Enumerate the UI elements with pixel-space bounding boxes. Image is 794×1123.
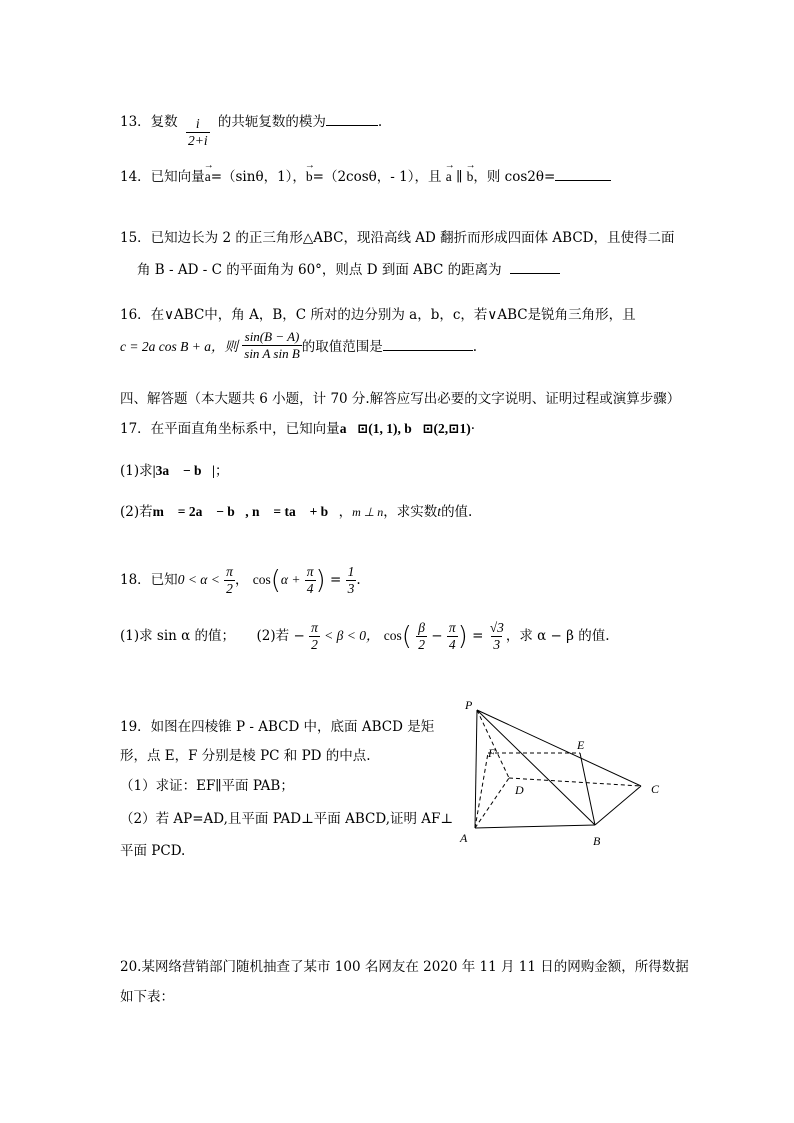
label-P: P [465, 698, 473, 712]
label-D: D [515, 783, 524, 797]
q20-line1: 20.某网络营销部门随机抽查了某市 100 名网友在 2020 年 11 月 11 日的网购金额，所得数据 [120, 959, 689, 975]
label-E: E [577, 738, 585, 752]
label-C: C [651, 782, 660, 796]
answer-blank [326, 111, 378, 126]
q16-line1: 16．在∨ABC中，角 A，B，C 所对的边分别为 a，b，c，若∨ABC是锐角三角形，且 [120, 307, 636, 323]
q13: 13．复数 $\frac{i}{2+i}$ 的共轭复数的模为 . [120, 106, 382, 139]
label-A: A [460, 831, 468, 845]
q19-line5: 平面 PCD. [120, 843, 186, 859]
q17-line1: 17．在平面直角坐标系中，已知向量a⃗⊡(1, 1), b⃗⊡(2,⊡1)· [120, 421, 476, 437]
q13-fraction: $\frac{i}{2+i}$ [187, 116, 208, 148]
vector-b: → b [306, 167, 313, 187]
q18-line1: 18．已知0 < α < $\frac{\pi}{2}$ ， cos(α + $\frac{\pi}{4}$ ) = $\frac{1}{3}$ . [120, 564, 361, 596]
q16-line2: c = 2a cos B + a，则 $\frac{\sin(B - A)}{\text{sin A sin B}}$ 的取值范围是 . [120, 329, 478, 361]
q15-line1: 15．已知边长为 2 的正三角形△ABC，现沿高线 AD 翻折而形成四面体 ABCD，且使得二面 [120, 230, 675, 246]
answer-blank [383, 336, 473, 351]
label-F: F [488, 746, 496, 760]
section-title: 四、解答题（本大题共 6 小题，计 70 分.解答应写出必要的文字说明、证明过程或演算步骤） [120, 391, 681, 407]
q15-line2: 角 B - AD - C 的平面角为 60°，则点 D 到面 ABC 的距离为 [137, 259, 560, 280]
answer-blank [510, 259, 560, 274]
q19-line1: 19．如图在四棱锥 P - ABCD 中，底面 ABCD 是矩 [120, 719, 435, 735]
q19-line4: （2）若 AP=AD,且平面 PAD⊥平面 ABCD,证明 AF⊥ [120, 811, 454, 827]
q18-parts: (1)求 sin α 的值； (2)若 − $\frac{\pi}{2}$ < β < 0， cos( $\frac{\beta}{2}$ − $\frac{\pi}{4}$ ) = $\frac{√3}{3}$ ，求 α − β 的值. [120, 620, 610, 652]
vector-a: → a [205, 167, 211, 187]
q19-line3: （1）求证：EF∥平面 PAB； [120, 778, 294, 794]
q14: 14．已知向量→ a=（sinθ，1），→ b=（2cosθ，- 1），且 → a ∥ → b，则 cos2θ= [120, 166, 611, 187]
q19-line2: 形，点 E，F 分别是棱 PC 和 PD 的中点. [120, 748, 371, 764]
q16-fraction: $\frac{\sin(B - A)}{\text{sin A sin B}}$ [244, 329, 300, 361]
answer-blank [555, 166, 611, 181]
q13-number: 13．复数 [120, 114, 178, 130]
q20-line2: 如下表： [120, 989, 174, 1005]
pyramid-figure [455, 695, 675, 855]
q17-part1: (1)求|3a⃗ − b⃗|； [120, 463, 229, 479]
q17-part2: (2)若m⃗ = 2a⃗ − b⃗, n⃗ = ta⃗ + b⃗，m ⊥ n，求实数t的值. [120, 504, 473, 520]
label-B: B [593, 834, 601, 848]
